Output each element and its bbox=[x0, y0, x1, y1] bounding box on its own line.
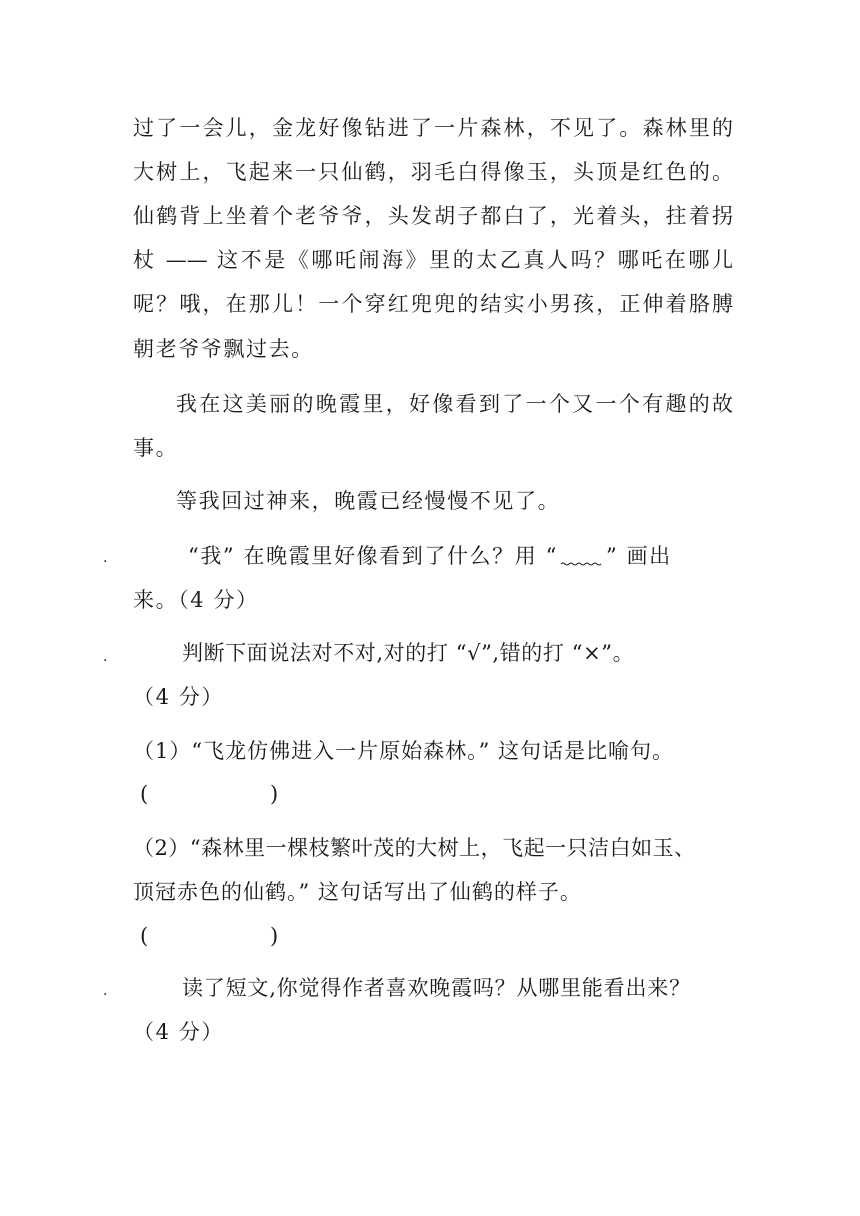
question-1-line-1 bbox=[188, 541, 733, 571]
question-2-bullet: . bbox=[103, 649, 108, 665]
answer-paren-open-1: ( bbox=[140, 782, 149, 806]
paragraph-3: 等我回过神来，晚霞已经慢慢不见了。 bbox=[176, 489, 561, 513]
passage-line-2: 大树上，飞起来一只仙鹤，羽毛白得像玉，头顶是红色的。 bbox=[133, 160, 733, 184]
answer-paren-close-1: ) bbox=[270, 782, 279, 806]
question-1-text-b: ” 画出 bbox=[605, 544, 672, 568]
question-2-item-2-line-1: （2）“森林里一棵枝繁叶茂的大树上，飞起一只洁白如玉、 bbox=[133, 836, 696, 860]
question-3-bullet: . bbox=[103, 983, 108, 999]
passage-line-4: 杖 —— 这不是《哪吒闹海》里的太乙真人吗？哪吒在哪儿 bbox=[133, 248, 733, 272]
paragraph-2-line-1: 我在这美丽的晚霞里，好像看到了一个又一个有趣的故 bbox=[176, 392, 733, 416]
paragraph-2-line-2: 事。 bbox=[133, 436, 179, 460]
passage-line-3: 仙鹤背上坐着个老爷爷，头发胡子都白了，光着头，拄着拐 bbox=[133, 204, 733, 228]
answer-paren-open-2: ( bbox=[140, 924, 149, 948]
question-3-line-1: 读了短文,你觉得作者喜欢晚霞吗？从哪里能看出来？ bbox=[182, 976, 691, 1000]
wavy-underline-mark bbox=[560, 549, 604, 567]
question-1-line-2: 来。（4 分） bbox=[133, 588, 259, 612]
question-1-bullet: . bbox=[103, 550, 108, 566]
question-2-item-2-line-2: 顶冠赤色的仙鹤。” 这句话写出了仙鹤的样子。 bbox=[133, 880, 582, 904]
passage-line-5: 呢？哦，在那儿！一个穿红兜兜的结实小男孩，正伸着胳膊 bbox=[133, 292, 733, 316]
question-1-text-a: “我” 在晚霞里好像看到了什么？用 “ bbox=[188, 544, 558, 568]
question-2-line-1: 判断下面说法对不对,对的打 “√”,错的打 “×”。 bbox=[182, 641, 635, 665]
passage-line-1: 过了一会儿，金龙好像钻进了一片森林，不见了。森林里的 bbox=[133, 116, 733, 140]
answer-paren-close-2: ) bbox=[270, 924, 279, 948]
question-2-item-1: （1）“飞龙仿佛进入一片原始森林。” 这句话是比喻句。 bbox=[133, 739, 675, 763]
question-2-line-2: （4 分） bbox=[133, 685, 225, 709]
question-3-line-2: （4 分） bbox=[133, 1020, 225, 1044]
passage-line-6: 朝老爷爷飘过去。 bbox=[133, 337, 314, 361]
